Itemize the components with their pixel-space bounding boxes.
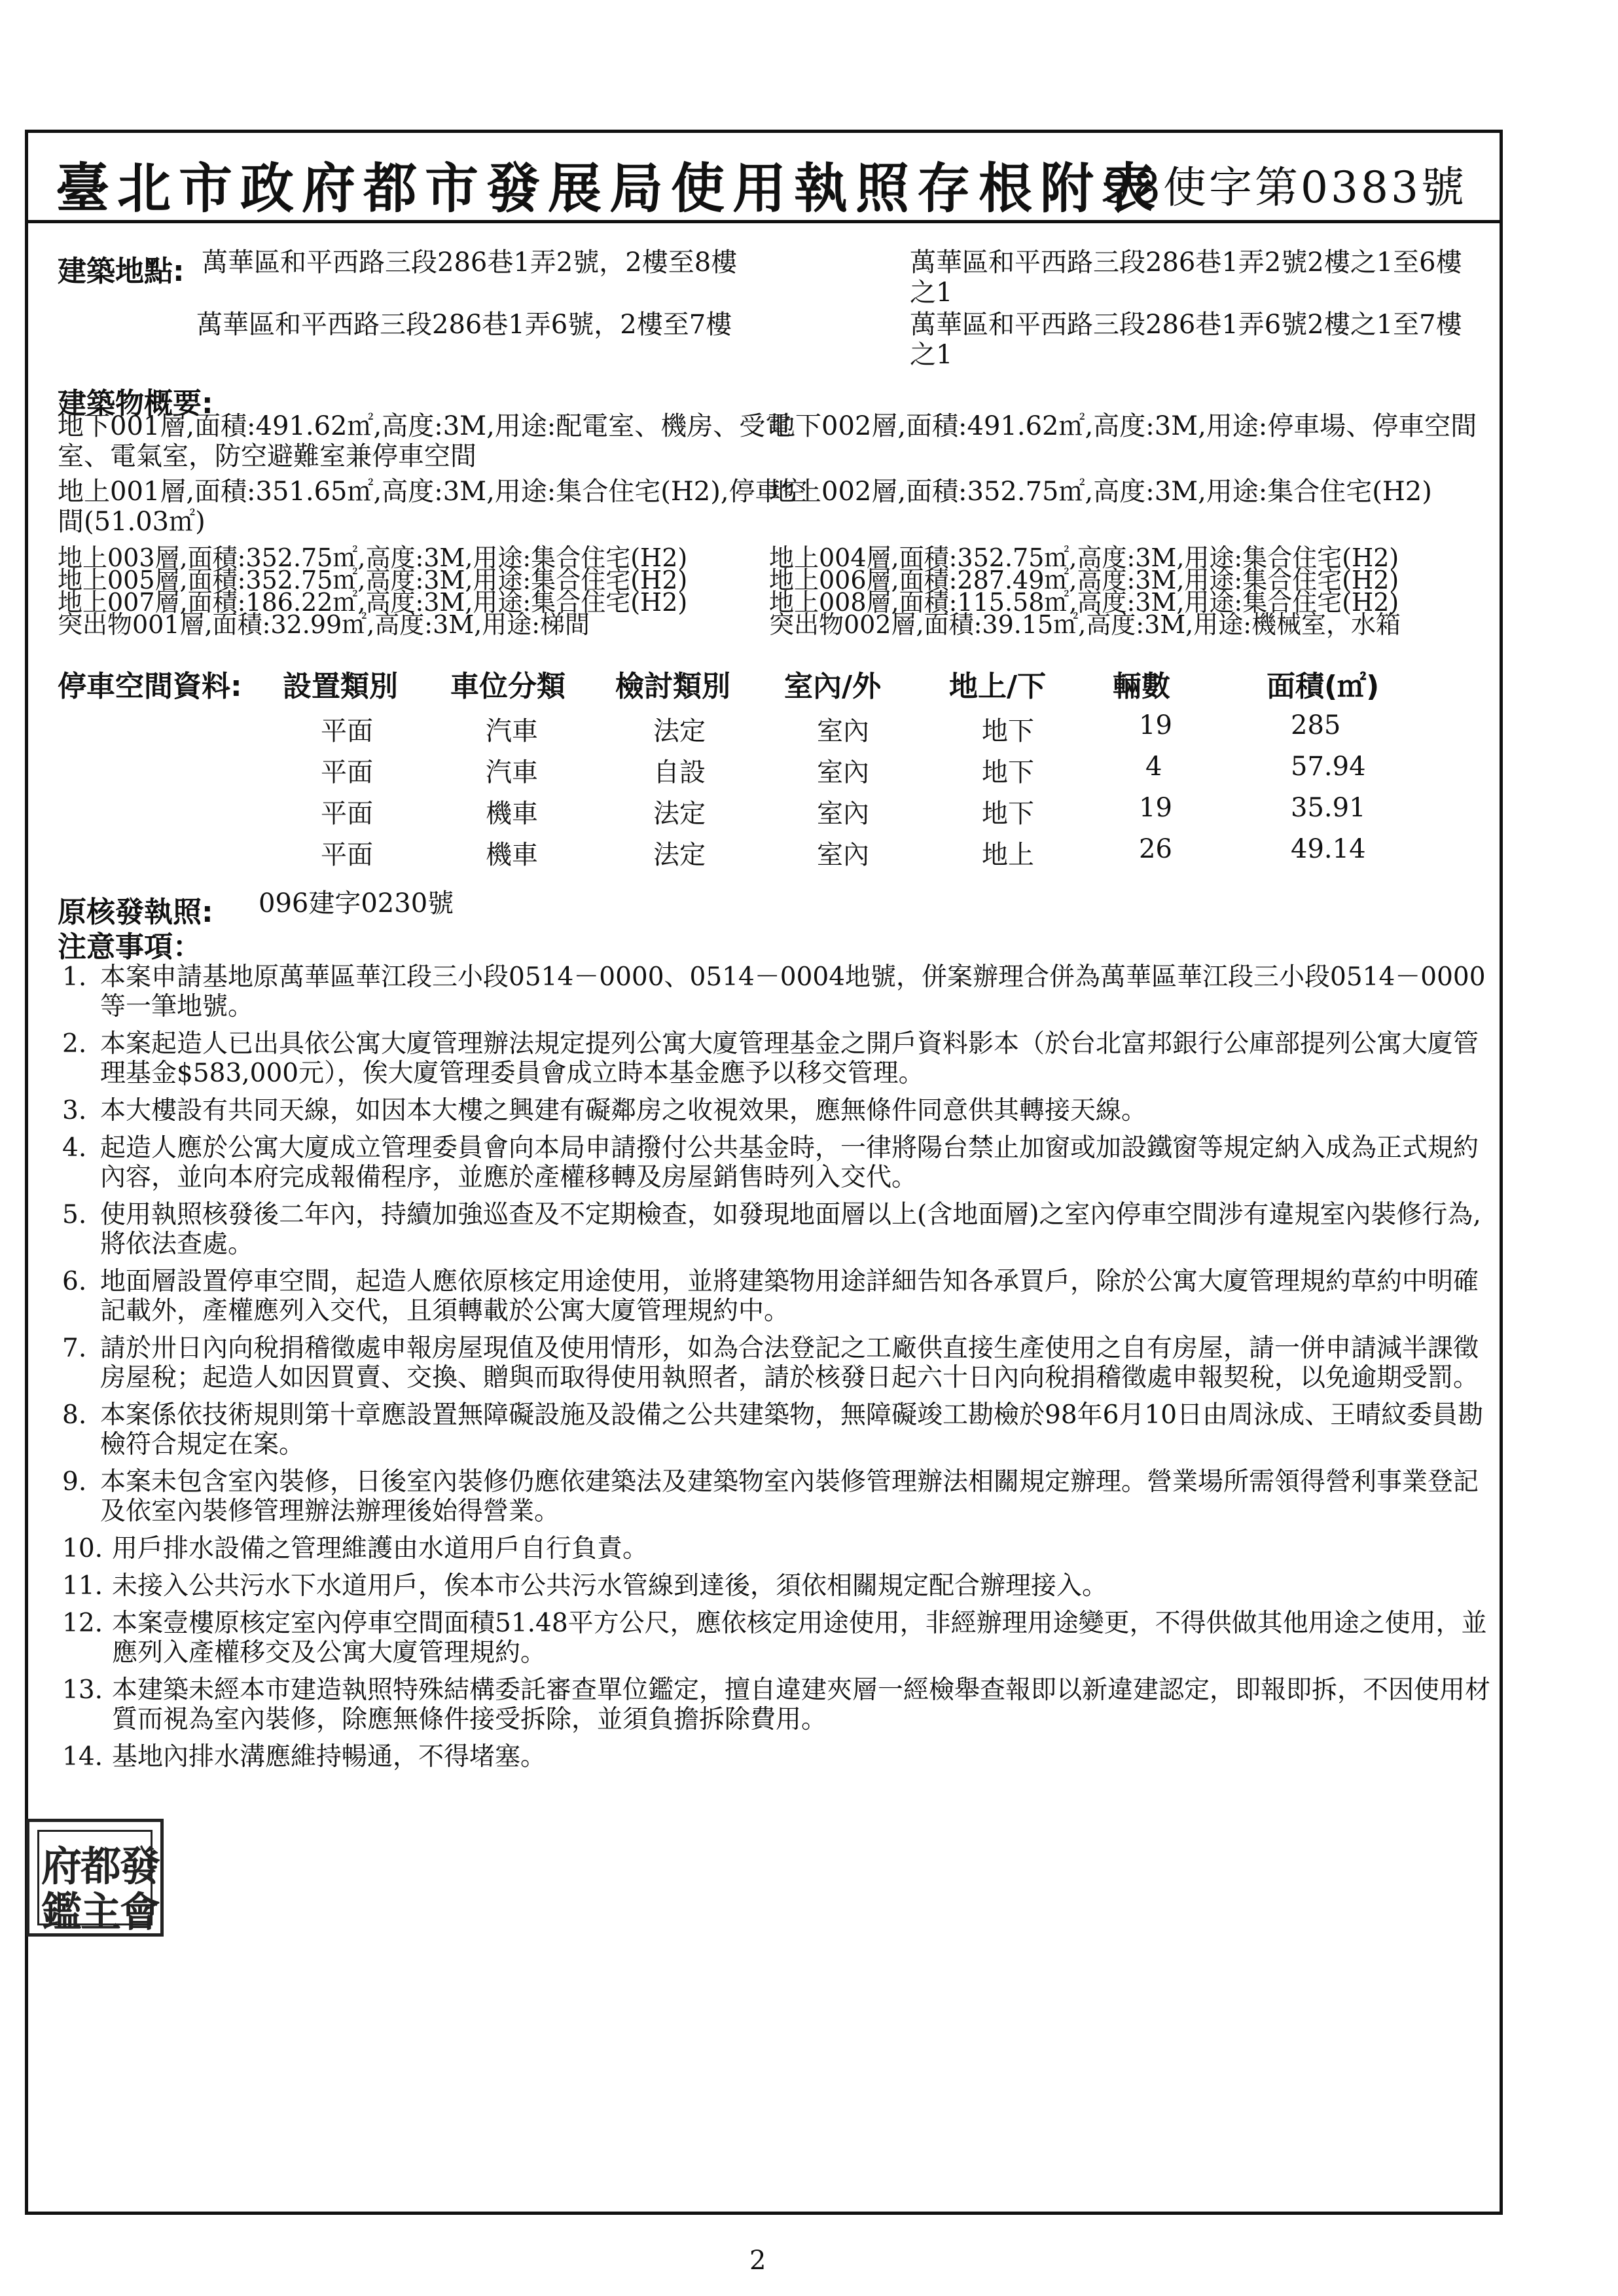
floor-b1: 地下001層,面積:491.62㎡,高度:3M,用途:配電室、機房、受電 [58,411,792,441]
table-cell: 平面 [321,757,373,788]
seal-char: 主 [81,1888,122,1936]
list-item: 1. 本案申請基地原萬華區華江段三小段0514－0000、0514－0004地號，併案辦理合併為萬華區華江段三小段0514－0000等一筆地號。 [62,962,1486,1021]
official-seal [26,1819,164,1937]
table-cell: 285 [1291,710,1341,740]
table-cell: 汽車 [486,757,538,788]
table-cell: 地下 [982,757,1034,788]
floor-6: 地上006層,面積:287.49㎡,高度:3M,用途:集合住宅(H2) [769,566,1399,594]
list-item: 14. 基地內排水溝應維持暢通，不得堵塞。 [62,1742,547,1772]
floor-2: 地上002層,面積:352.75㎡,高度:3M,用途:集合住宅(H2) [769,477,1432,507]
floor-1: 地上001層,面積:351.65㎡,高度:3M,用途:集合住宅(H2),停車空 [58,477,808,507]
notes-list [62,962,1492,1779]
table-cell: 57.94 [1291,752,1366,782]
table-cell: 19 [1139,710,1172,740]
seal-char: 都 [81,1842,122,1890]
location-address-3: 萬華區和平西路三段286巷1弄2號2樓之1至6樓之1 [910,247,1462,308]
seal-char: 會 [120,1888,161,1936]
parking-header-area: 面積(㎡) [1267,670,1380,703]
original-permit-label: 原核發執照: [58,896,213,929]
list-item: 4. 起造人應於公寓大廈成立管理委員會向本局申請撥付公共基金時，一律將陽台禁止加窗或加設鐵窗等規定納入成為正式規約內容，並向本府完成報備程序，並應於產權移轉及房屋銷售時列入交代。 [62,1133,1479,1192]
parking-header-level: 地上/下 [949,670,1047,703]
location-address-1: 萬華區和平西路三段286巷1弄2號，2樓至8樓 [202,247,738,278]
list-item: 12. 本案壹樓原核定室內停車空間面積51.48平方公尺，應依核定用途使用，非經辦理用途變更，不得供做其他用途之使用，並應列入產權移交及公寓大廈管理規約。 [62,1609,1487,1667]
list-item: 10. 用戶排水設備之管理維護由水道用戶自行負責。 [62,1534,649,1563]
table-cell: 49.14 [1291,834,1366,864]
location-address-2: 萬華區和平西路三段286巷1弄6號，2樓至7樓 [196,310,732,340]
title-divider [28,220,1500,223]
parking-label: 停車空間資料: [58,670,242,703]
parking-header-type: 設置類別 [283,670,398,703]
parking-header-count: 輛數 [1113,670,1170,703]
roof-2: 突出物002層,面積:39.15㎡,高度:3M,用途:機械室，水箱 [769,610,1401,639]
list-item: 5. 使用執照核發後二年內，持續加強巡查及不定期檢查，如發現地面層以上(含地面層)之室內停車空間涉有違規室內裝修行為,將依法查處。 [62,1200,1481,1259]
table-cell: 法定 [653,799,706,829]
table-cell: 26 [1139,834,1172,864]
original-permit-value: 096建字0230號 [259,888,454,919]
seal-char: 發 [120,1842,161,1890]
roof-1: 突出物001層,面積:32.99㎡,高度:3M,用途:梯間 [58,610,590,639]
table-cell: 地下 [982,716,1034,746]
table-cell: 35.91 [1291,793,1366,823]
list-item: 6. 地面層設置停車空間，起造人應依原核定用途使用，並將建築物用途詳細告知各承買戶，除於公寓大廈管理規約草約中明確記載外，產權應列入交代，且須轉載於公寓大廈管理規約中。 [62,1267,1479,1326]
table-cell: 自設 [653,757,706,788]
table-cell: 地上 [982,840,1034,870]
floor-7: 地上007層,面積:186.22㎡,高度:3M,用途:集合住宅(H2) [58,588,688,617]
table-cell: 室內 [817,757,869,788]
table-cell: 法定 [653,840,706,870]
list-item: 13. 本建築未經本市建造執照特殊結構委託審查單位鑑定，擅自違建夾層一經檢舉查報即以新違建認定，即報即拆，不因使用材質而視為室內裝修，除應無條件接受拆除，並須負擔拆除費用。 [62,1675,1491,1734]
floor-5: 地上005層,面積:352.75㎡,高度:3M,用途:集合住宅(H2) [58,566,688,594]
list-item: 3. 本大樓設有共同天線，如因本大樓之興建有礙鄰房之收視效果，應無條件同意供其轉接天線。 [62,1096,1147,1125]
table-cell: 汽車 [486,716,538,746]
notes-label: 注意事項： [58,930,202,964]
seal-char: 鑑 [41,1888,82,1936]
parking-header-review: 檢討類別 [615,670,730,703]
table-cell: 平面 [321,716,373,746]
list-item: 11. 未接入公共污水下水道用戶，俟本市公共污水管線到達後，須依相關規定配合辦理接入。 [62,1571,1108,1601]
table-cell: 19 [1139,793,1172,823]
floor-b1-cont: 室、電氣室，防空避難室兼停車空間 [58,441,476,471]
list-item: 8. 本案係依技術規則第十章應設置無障礙設施及設備之公共建築物，無障礙竣工勘檢於98年6月10日由周泳成、王晴紋委員勘檢符合規定在案。 [62,1400,1484,1459]
table-cell: 法定 [653,716,706,746]
parking-header-indoor: 室內/外 [784,670,882,703]
list-item: 7. 請於卅日內向稅捐稽徵處申報房屋現值及使用情形，如為合法登記之工廠供直接生產使用之自有房屋，請一併申請減半課徵房屋稅；起造人如因買賣、交換、贈與而取得使用執照者，請於核發日起六十日內向稅捐稽徵處申報契稅，以免逾期受罰。 [62,1334,1479,1393]
overview-label: 建築物概要: [58,387,213,420]
table-cell: 4 [1145,752,1162,782]
table-cell: 平面 [321,840,373,870]
floor-1-cont: 間(51.03㎡) [58,507,206,537]
table-cell: 室內 [817,716,869,746]
table-cell: 地下 [982,799,1034,829]
document-title: 臺北市政府都市發展局使用執照存根附表 [56,157,1164,220]
table-cell: 機車 [486,840,538,870]
list-item: 9. 本案未包含室內裝修，日後室內裝修仍應依建築法及建築物室內裝修管理辦法相關規定辦理。營業場所需領得營利事業登記及依室內裝修管理辦法辦理後始得營業。 [62,1467,1479,1526]
table-cell: 機車 [486,799,538,829]
floor-4: 地上004層,面積:352.75㎡,高度:3M,用途:集合住宅(H2) [769,543,1399,572]
page-number: 2 [749,2246,766,2276]
table-cell: 室內 [817,799,869,829]
parking-header-vehicle: 車位分類 [450,670,566,703]
location-label: 建築地點: [58,255,185,288]
floor-8: 地上008層,面積:115.58㎡,高度:3M,用途:集合住宅(H2) [769,588,1399,617]
location-address-4: 萬華區和平西路三段286巷1弄6號2樓之1至7樓之1 [910,310,1462,370]
table-cell: 平面 [321,799,373,829]
seal-char: 府 [41,1842,82,1890]
floor-3: 地上003層,面積:352.75㎡,高度:3M,用途:集合住宅(H2) [58,543,688,572]
permit-number: 98使字第0383號 [1103,162,1467,213]
list-item: 2. 本案起造人已出具依公寓大廈管理辦法規定提列公寓大廈管理基金之開戶資料影本（於台北富邦銀行公庫部提列公寓大廈管理基金$583,000元），俟大廈管理委員會成立時本基金應予以移交管理。 [62,1029,1479,1088]
table-cell: 室內 [817,840,869,870]
floor-b2: 地下002層,面積:491.62㎡,高度:3M,用途:停車場、停車空間 [769,411,1477,441]
